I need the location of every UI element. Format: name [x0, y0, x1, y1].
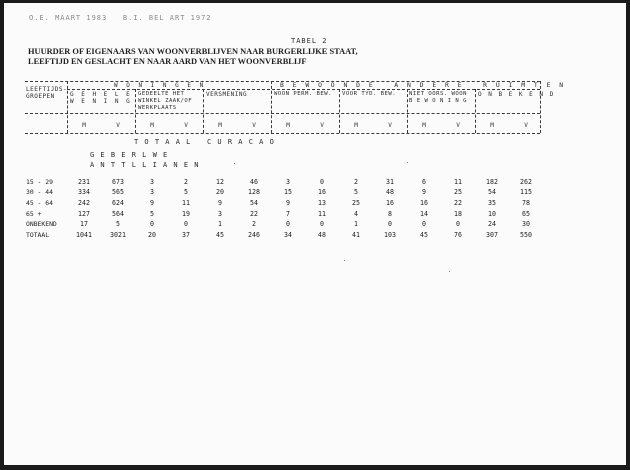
- table-cell: 2: [354, 178, 358, 186]
- table-cell: 3: [286, 178, 290, 186]
- table-cell: 16: [386, 199, 394, 207]
- row-label: 15 - 29: [26, 178, 53, 186]
- table-cell: 34: [284, 231, 292, 239]
- table-cell: 103: [384, 231, 396, 239]
- table-cell: 41: [352, 231, 360, 239]
- table-cell: 54: [488, 188, 496, 196]
- table-cell: 11: [318, 210, 326, 218]
- gender-header-cell: V: [116, 122, 120, 129]
- gender-header-cell: V: [252, 122, 256, 129]
- row-label: 30 - 44: [26, 188, 53, 196]
- table-cell: 35: [488, 199, 496, 207]
- table-title-line2: LEEFTIJD EN GESLACHT EN NAAR AARD VAN HET WOONVERBLIJF: [28, 57, 307, 66]
- table-cell: 48: [386, 188, 394, 196]
- row-label: ONBEKEND: [26, 220, 57, 228]
- gender-header-cell: V: [184, 122, 188, 129]
- table-cell: 4: [354, 210, 358, 218]
- table-cell: 3: [150, 188, 154, 196]
- table-cell: 12: [216, 178, 224, 186]
- table-cell: 25: [454, 188, 462, 196]
- table-cell: 182: [486, 178, 498, 186]
- table-cell: 128: [248, 188, 260, 196]
- table-cell: 0: [184, 220, 188, 228]
- row-label: TOTAAL: [26, 231, 50, 239]
- document-page: [4, 3, 626, 465]
- section-sub-line2: A N T T L L I A N E N: [90, 161, 200, 169]
- table-cell: 20: [148, 231, 156, 239]
- table-cell: 11: [454, 178, 462, 186]
- section-total: T O T A A L C U R A C A O: [134, 138, 275, 146]
- table-cell: 127: [78, 210, 90, 218]
- table-cell: 1: [218, 220, 222, 228]
- table-cell: 334: [78, 188, 90, 196]
- gender-header-cell: M: [286, 122, 290, 129]
- table-cell: 231: [78, 178, 90, 186]
- gender-header-cell: V: [456, 122, 460, 129]
- table-cell: 0: [320, 220, 324, 228]
- table-cell: 2: [184, 178, 188, 186]
- table-cell: 0: [320, 178, 324, 186]
- table-cell: 0: [422, 220, 426, 228]
- table-cell: 5: [116, 220, 120, 228]
- table-cell: 262: [520, 178, 532, 186]
- table-cell: 11: [182, 199, 190, 207]
- table-cell: 46: [250, 178, 258, 186]
- table-cell: 37: [182, 231, 190, 239]
- table-cell: 0: [388, 220, 392, 228]
- table-cell: 14: [420, 210, 428, 218]
- gender-header-cell: M: [150, 122, 154, 129]
- row-label: 65 +: [26, 210, 42, 218]
- table-cell: 78: [522, 199, 530, 207]
- gender-header-cell: V: [524, 122, 528, 129]
- gender-header-cell: M: [354, 122, 358, 129]
- table-cell: 22: [454, 199, 462, 207]
- table-cell: 565: [112, 188, 124, 196]
- woningen-header: W O N I N G E N: [114, 82, 206, 89]
- col-gedeelte: GEDEELTE HET WINKEL ZAAK/OF WERKPLAATS: [138, 91, 193, 111]
- table-cell: 0: [286, 220, 290, 228]
- gender-header-cell: V: [388, 122, 392, 129]
- table-cell: 16: [318, 188, 326, 196]
- table-cell: 242: [78, 199, 90, 207]
- table-cell: 9: [422, 188, 426, 196]
- gender-header-cell: M: [82, 122, 86, 129]
- table-cell: 9: [218, 199, 222, 207]
- gender-header-cell: M: [218, 122, 222, 129]
- table-cell: 65: [522, 210, 530, 218]
- gender-header-cell: M: [422, 122, 426, 129]
- table-cell: 307: [486, 231, 498, 239]
- table-cell: 624: [112, 199, 124, 207]
- table-cell: 48: [318, 231, 326, 239]
- archive-stamp: O.E. MAART 1983 B.I. BEL ART 1972: [29, 14, 212, 22]
- bewoonde-header: B E W O O N D E A N D E R E R U I M T E N: [280, 81, 566, 89]
- table-cell: 45: [420, 231, 428, 239]
- table-title-line1: HUURDER OF EIGENAARS VAN WOONVERBLIJVEN NAAR BURGERLIJKE STAAT,: [28, 47, 358, 56]
- table-cell: 24: [488, 220, 496, 228]
- table-cell: 5: [150, 210, 154, 218]
- table-cell: 3: [150, 178, 154, 186]
- section-sub-line1: G E B E R L W E: [90, 151, 169, 159]
- table-cell: 3: [218, 210, 222, 218]
- table-cell: 0: [456, 220, 460, 228]
- table-cell: 3021: [110, 231, 126, 239]
- table-cell: 2: [252, 220, 256, 228]
- table-cell: 17: [80, 220, 88, 228]
- table-cell: 15: [284, 188, 292, 196]
- table-cell: 54: [250, 199, 258, 207]
- table-cell: 22: [250, 210, 258, 218]
- row-label: 45 - 64: [26, 199, 53, 207]
- table-cell: 76: [454, 231, 462, 239]
- table-cell: 20: [216, 188, 224, 196]
- col-onbekend: O N B E K E N D: [478, 91, 555, 98]
- table-cell: 564: [112, 210, 124, 218]
- table-cell: 25: [352, 199, 360, 207]
- table-cell: 0: [150, 220, 154, 228]
- col-gehele-woning: G E H E L E W E N I N G: [70, 91, 132, 105]
- table-cell: 18: [454, 210, 462, 218]
- table-cell: 5: [184, 188, 188, 196]
- table-cell: 19: [182, 210, 190, 218]
- table-cell: 10: [488, 210, 496, 218]
- gender-header-cell: M: [490, 122, 494, 129]
- col-versmening: VERSMENING: [206, 91, 248, 98]
- table-cell: 1041: [76, 231, 92, 239]
- table-cell: 550: [520, 231, 532, 239]
- table-cell: 6: [422, 178, 426, 186]
- table-cell: 7: [286, 210, 290, 218]
- table-cell: 13: [318, 199, 326, 207]
- table-cell: 246: [248, 231, 260, 239]
- table-cell: 8: [388, 210, 392, 218]
- table-cell: 45: [216, 231, 224, 239]
- table-cell: 673: [112, 178, 124, 186]
- table-cell: 16: [420, 199, 428, 207]
- table-cell: 31: [386, 178, 394, 186]
- table-cell: 9: [150, 199, 154, 207]
- table-cell: 5: [354, 188, 358, 196]
- gender-header-cell: V: [320, 122, 324, 129]
- table-cell: 115: [520, 188, 532, 196]
- table-cell: 1: [354, 220, 358, 228]
- age-groups-header: LEEFTIJDS- GROEPEN: [26, 86, 68, 100]
- table-cell: 30: [522, 220, 530, 228]
- col-voor-tyd: VOOR TYD. BEW.: [342, 91, 397, 97]
- col-niet-oors: NIET OORS. WOON B E W O N I N G: [409, 91, 468, 104]
- col-woon-perm: WOON PERM. BEW.: [274, 91, 333, 97]
- table-cell: 9: [286, 199, 290, 207]
- table-number: TABEL 2: [291, 37, 328, 45]
